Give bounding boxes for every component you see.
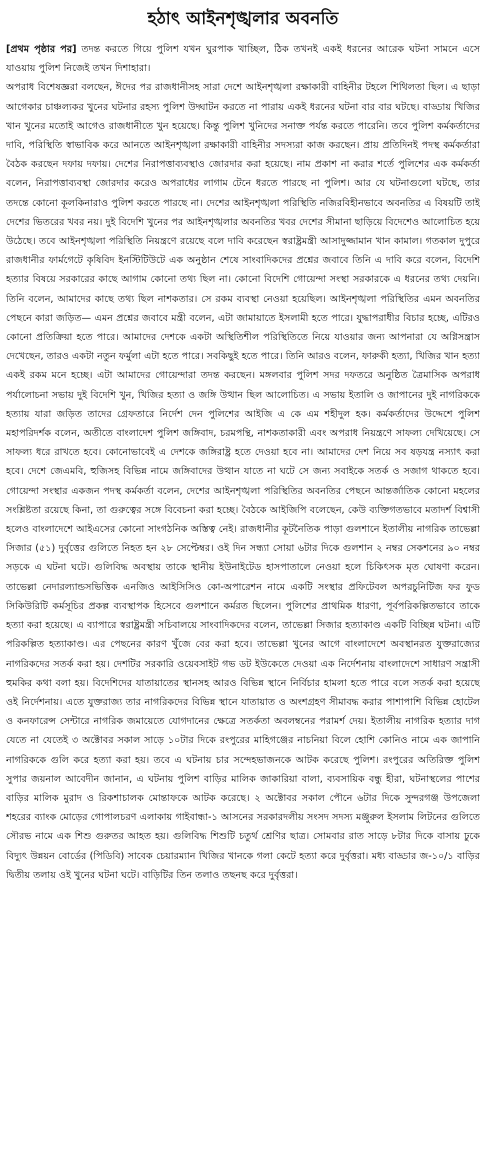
article-headline: হঠাৎ আইনশৃঙ্খলার অবনতি	[147, 9, 339, 29]
article-paragraph-lead	[6, 40, 480, 78]
continued-from-front-page-label: [প্রথম পৃষ্ঠার পর]	[6, 44, 77, 55]
article-body	[6, 40, 480, 1152]
article-paragraph-main: অপরাধ বিশেষজ্ঞরা বলছেন, ঈদের পর রাজধানীসহ সারা দেশে আইনশৃঙ্খলা রক্ষাকারী বাহিনীর টহলে শিথিলতা ছিল। এ ছাড়া আগেকার চাঞ্চল্যকর খুনের ঘটনার রহস্য পুলিশ উদ্ঘাটন করতে না পারায় একই ধরনের ঘটনা বার বার ঘটছে। বাড্ডায় খিজির খান খুনের মতোই আগেও রাজধানীতে খুন হয়েছে। কিন্তু পুলিশ খুনিদের সনাক্ত পর্যন্ত করতে পারেনি। তবে পুলিশ কর্মকর্তাদের দাবি, পরিস্থিতি স্বাভাবিক করে আনতে আইনশৃঙ্খলা রক্ষাকারী বাহিনীর সদস্যরা কাজ করছেন। প্রায় প্রতিদিনই পদস্থ কর্মকর্তারা বৈঠক করছেন দফায় দফায়। দেশের নিরাপত্তাব্যবস্থাও জোরদার করা হয়েছে। নাম প্রকাশ না করার শর্তে পুলিশের এক কর্মকর্তা বলেন, নিরাপত্তাব্যবস্থা জোরদার করেও অপরাধের লাগাম টেনে ধরতে পারছে না পুলিশ। আর যে ঘটনাগুলো ঘটছে, তার তদন্তে কোনো কূলকিনারাও পুলিশ করতে পারছে না। দেশের আইনশৃঙ্খলা পরিস্থিতি নজিরবিহীনভাবে অবনতির এ বিষয়টি তাই দেশের ভিতরের খবর নয়। দুই বিদেশি খুনের পর আইনশৃঙ্খলার অবনতির খবর দেশের সীমানা ছাড়িয়ে বিদেশেও আলোচিত হয়ে উঠেছে। তবে আইনশৃঙ্খলা পরিস্থিতি নিয়ন্ত্রণে রয়েছে বলে দাবি করেছেন স্বরাষ্ট্রমন্ত্রী আসাদুজ্জামান খান কামাল। গতকাল দুপুরে রাজধানীর ফার্মগেটে কৃষিবিদ ইনস্টিটিউটে এক অনুষ্ঠান শেষে সাংবাদিকদের প্রশ্নের জবাবে তিনি এ দাবি করে বলেন, বিদেশি হত্যার বিষয়ে সরকারের কাছে আগাম কোনো তথ্য ছিল না। কোনো বিদেশি গোয়েন্দা সংস্থা সরকারকে এ ধরনের তথ্য দেয়নি। তিনি বলেন, আমাদের কাছে তথ্য ছিল নাশকতার। সে রকম ব্যবস্থা নেওয়া হয়েছিল। আইনশৃঙ্খলা পরিস্থিতির এমন অবনতির পেছনে কারা জড়িত— এমন প্রশ্নের জবাবে মন্ত্রী বলেন, এটা জামায়াতে ইসলামী হতে পারে। যুদ্ধাপরাধীর বিচার হচ্ছে, এটিরও কোনো প্রতিক্রিয়া হতে পারে। আমাদের দেশকে একটা অস্থিতিশীল পরিস্থিতিতে নিয়ে যাওয়ার জন্য আপনারা যে অগ্নিসন্ত্রাস দেখেছেন, তারও একটা নতুন ফর্মুলা এটা হতে পারে। সবকিছুই হতে পারে। তিনি আরও বলেন, ফারুকী হত্যা, খিজির খান হত্যা একই রকম মনে হচ্ছে। এটা আমাদের গোয়েন্দারা তদন্ত করছেন। মঙ্গলবার পুলিশ সদর দফতরে অনুষ্ঠিত ত্রৈমাসিক অপরাধ পর্যালোচনা সভায় দুই বিদেশি খুন, খিজির হত্যা ও জঙ্গি উত্থান ছিল আলোচিত। এ সভায় ইতালি ও জাপানের দুই নাগরিককে হত্যায় যারা জড়িত তাদের গ্রেফতারে নির্দেশ দেন পুলিশের আইজি এ কে এম শহীদুল হক। কর্মকর্তাদের উদ্দেশে পুলিশ মহাপরিদর্শক বলেন, অতীতে বাংলাদেশ পুলিশ জঙ্গিবাদ, চরমপন্থি, নাশকতাকারী এবং অপরাধ নিয়ন্ত্রণে সাফল্য দেখিয়েছে। সে সাফল্য ধরে রাখতে হবে। কোনোভাবেই এ দেশকে জঙ্গিরাষ্ট্র হতে দেওয়া হবে না। আমাদের দেশ নিয়ে সব ষড়যন্ত্র নস্যাৎ করা হবে। দেশে জেএমবি, হুজিসহ বিভিন্ন নামে জঙ্গিবাদের উত্থান যাতে না ঘটে সে জন্য সবাইকে সতর্ক ও সজাগ থাকতে হবে। গোয়েন্দা সংস্থার একজন পদস্থ কর্মকর্তা বলেন, দেশের আইনশৃঙ্খলা পরিস্থিতির অবনতির পেছনে আন্তর্জাতিক কোনো মহলের সংশ্লিষ্টতা রয়েছে কিনা, তা গুরুত্বের সঙ্গে বিবেচনা করা হচ্ছে। বৈঠকে আইজিপি বলেছেন, কেউ ব্যক্তিগতভাবে মতাদর্শ বিশ্বাসী হলেও বাংলাদেশে আইএসের কোনো সাংগঠনিক অস্তিত্ব নেই। রাজধানীর কূটনৈতিক পাড়া গুলশানে ইতালীয় নাগরিক তাভেল্লা সিজার (৫১) দুর্বৃত্তের গুলিতে নিহত হন ২৮ সেপ্টেম্বর। ওই দিন সন্ধ্যা সোয়া ৬টার দিকে গুলশান ২ নম্বর সেকশনের ৯০ নম্বর সড়কে এ ঘটনা ঘটে। গুলিবিদ্ধ অবস্থায় তাকে স্থানীয় ইউনাইটেড হাসপাতালে নেওয়া হলে চিকিৎসক মৃত ঘোষণা করেন। তাভেল্লা নেদারল্যান্ডসভিত্তিক এনজিও আইসিসিও কো-অপারেশন নামে একটি সংস্থার প্রফিটেবল অপরচুনিটিজ ফর ফুড সিকিউরিটি কর্মসূচির প্রকল্প ব্যবস্থাপক হিসেবে গুলশানে কর্মরত ছিলেন। পুলিশের প্রাথমিক ধারণা, পূর্বপরিকল্পিতভাবে তাকে হত্যা করা হয়েছে। এ ব্যাপারে স্বরাষ্ট্রমন্ত্রী সচিবালয়ে সাংবাদিকদের বলেন, তাভেল্লা সিজার হত্যাকাণ্ড একটি বিচ্ছিন্ন ঘটনা। এটি পরিকল্পিত হত্যাকাণ্ড। এর পেছনের কারণ খুঁজে বের করা হবে। তাভেল্লা খুনের আগে বাংলাদেশে অবস্থানরত যুক্তরাজ্যের নাগরিকদের সতর্ক করা হয়। দেশটির সরকারি ওয়েবসাইট গভ ডট ইউকেতে দেওয়া এক নির্দেশনায় বাংলাদেশে সাধারণ সন্ত্রাসী হুমকির কথা বলা হয়। বিদেশিদের যাতায়াতের স্থানসহ আরও বিভিন্ন স্থানে নির্বিচার হামলা হতে পারে বলে সতর্ক করা হয়েছে ওই নির্দেশনায়। এতে যুক্তরাজ্য তার নাগরিকদের বিভিন্ন স্থানে যাতায়াত ও অংশগ্রহণ সীমাবদ্ধ করার পাশাপাশি বিভিন্ন হোটেল ও কনফারেন্স সেন্টারে নাগরিক জমায়েতে যোগদানের ক্ষেত্রে সতর্কতা অবলম্বনের পরামর্শ দেয়। ইতালীয় নাগরিক হত্যার দাগ যেতে না যেতেই ৩ অক্টোবর সকাল সাড়ে ১০টার দিকে রংপুরের মাহিগঞ্জের নাচনিয়া বিলে হোশি কোনিও নামে এক জাপানি নাগরিককে গুলি করে হত্যা করা হয়। তবে এ ঘটনায় চার সন্দেহভাজনকে আটক করেছে পুলিশ। রংপুরের অতিরিক্ত পুলিশ সুপার জয়নাল আবেদীন জানান, এ ঘটনায় পুলিশ বাড়ির মালিক জাকারিয়া বালা, ব্যবসায়িক বন্ধু হীরা, ঘটনাস্থলের পাশের বাড়ির মালিক মুরাদ ও রিকশাচালক মোন্তাফকে আটক করেছে। ২ অক্টোবর সকাল পৌনে ৬টার দিকে সুন্দরগঞ্জ উপজেলা শহরের ব্যাংক মোড়ের গোপালচরণ এলাকায় গাইবান্ধা-১ আসনের সরকারদলীয় সংসদ সদস্য মঞ্জুরুল ইসলাম লিটনের গুলিতে সৌরভ নামে এক শিশু গুরুতর আহত হয়। গুলিবিদ্ধ শিশুটি চতুর্থ শ্রেণির ছাত্র। সোমবার রাত সাড়ে ৮টার দিকে বাসায় ঢুকে বিদ্যুৎ উন্নয়ন বোর্ডের (পিডিবি) সাবেক চেয়ারম্যান খিজির খানকে গলা কেটে হত্যা করে দুর্বৃত্তরা। মধ্য বাড্ডার জ-১০/১ বাড়ির দ্বিতীয় তলায় ওই খুনের ঘটনা ঘটে। বাড়িটির তিন তলাও তছনছ করে দুর্বৃত্তরা।	[6, 82, 480, 881]
article-lead-text: তদন্ত করতে গিয়ে পুলিশ যখন ঘুরপাক খাচ্ছিল, ঠিক তখনই একই ধরনের আরেক ঘটনা সামনে এসে যাওয়ায় পুলিশ নিজেই তখন দিশাহারা।	[6, 44, 480, 75]
